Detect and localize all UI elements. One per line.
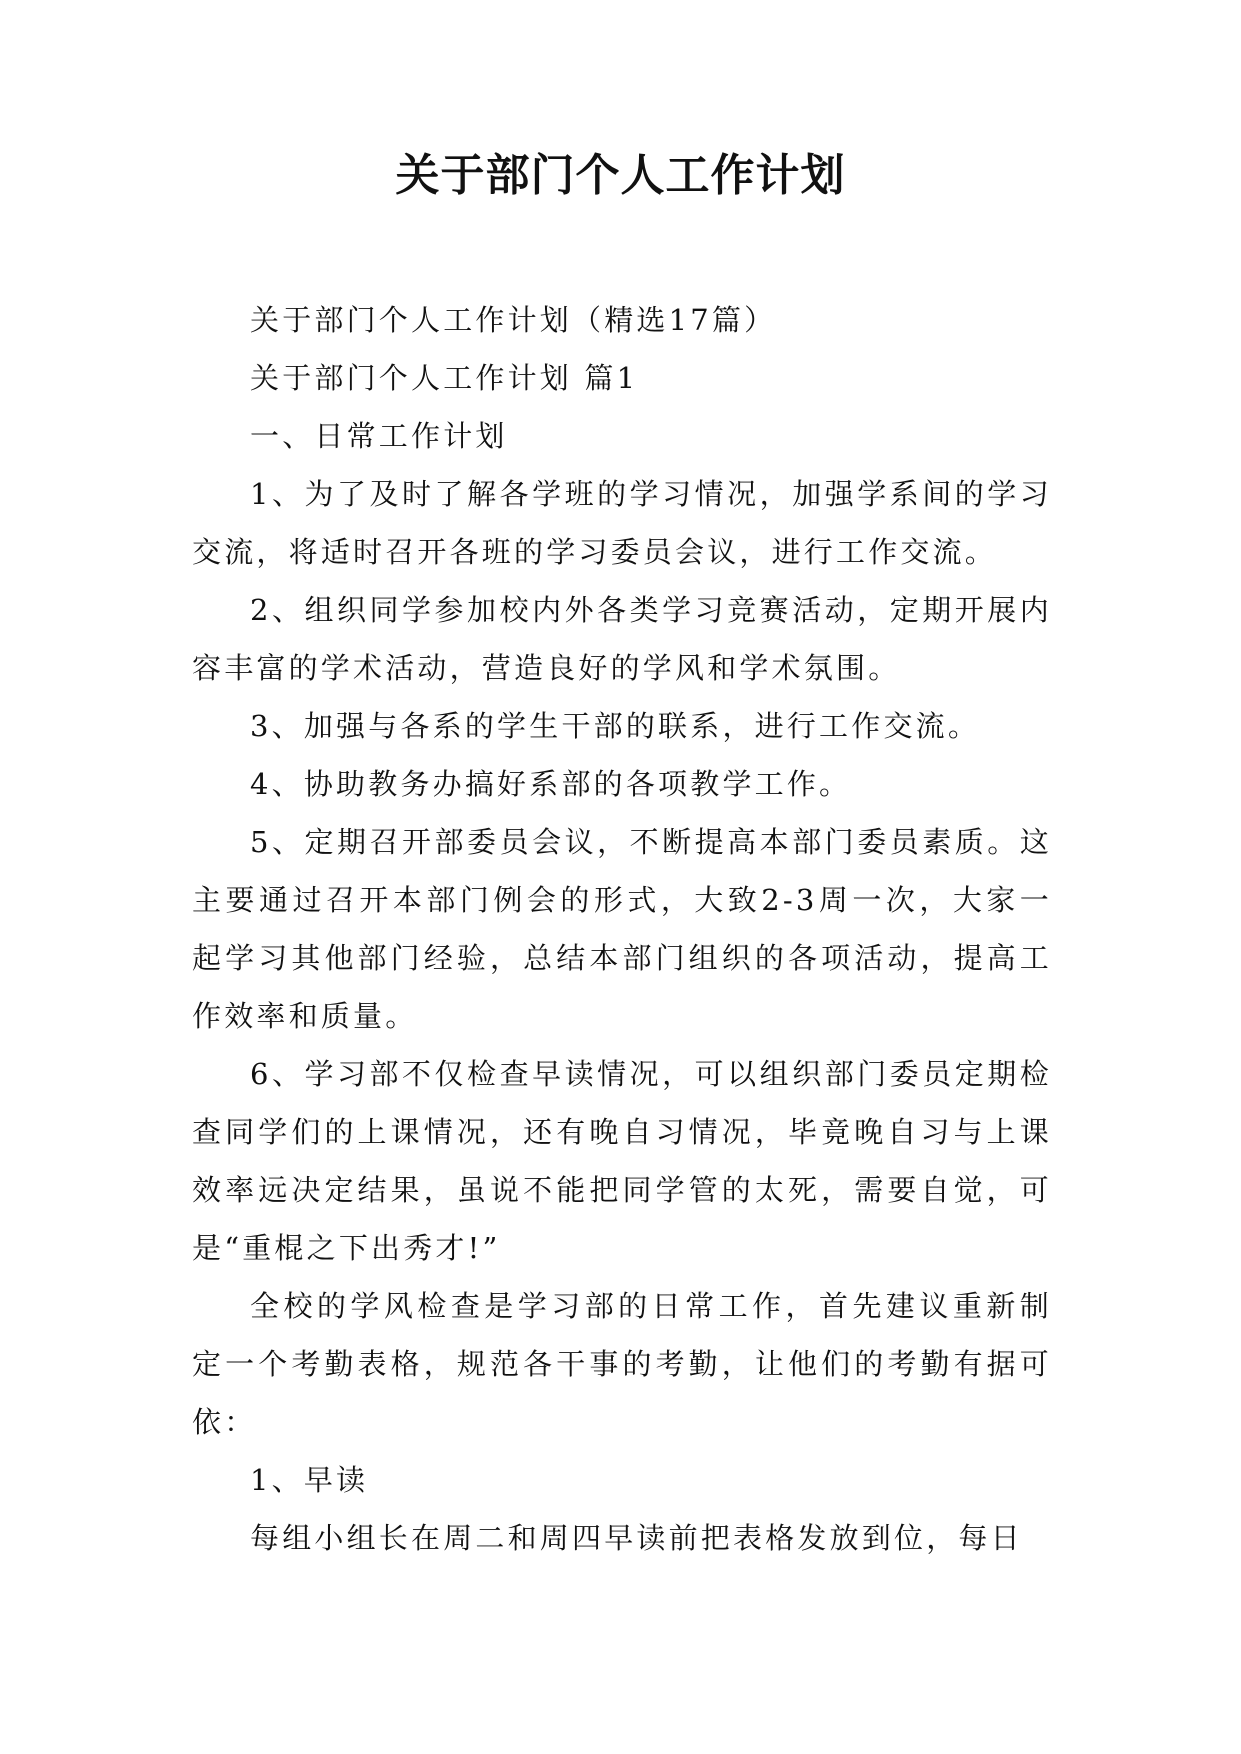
paragraph-subtitle: 关于部门个人工作计划（精选17篇）	[250, 303, 777, 337]
paragraph-item-5: 5、定期召开部委员会议，不断提高本部门委员素质。这主要通过召开本部门例会的形式，大致2-3周一次，大家一起学习其他部门经验，总结本部门组织的各项活动，提高工作效率和质量。	[192, 825, 1052, 1033]
paragraph-item-2: 2、组织同学参加校内外各类学习竞赛活动，定期开展内容丰富的学术活动，营造良好的学风和学术氛围。	[192, 593, 1052, 685]
paragraph-heading-daily-plan: 一、日常工作计划	[250, 419, 508, 453]
paragraph-section-heading: 关于部门个人工作计划 篇1	[250, 361, 639, 395]
paragraph-morning-reading-heading: 1、早读	[250, 1463, 369, 1497]
paragraph-attendance-intro: 全校的学风检查是学习部的日常工作，首先建议重新制定一个考勤表格，规范各干事的考勤，让他们的考勤有据可依：	[192, 1289, 1052, 1439]
paragraph-item-3: 3、加强与各系的学生干部的联系，进行工作交流。	[250, 709, 981, 743]
paragraph-item-6: 6、学习部不仅检查早读情况，可以组织部门委员定期检查同学们的上课情况，还有晚自习情况，毕竟晚自习与上课效率远决定结果，虽说不能把同学管的太死，需要自觉，可是“重棍之下出秀才!”	[192, 1057, 1052, 1265]
paragraph-item-4: 4、协助教务办搞好系部的各项教学工作。	[250, 767, 852, 801]
paragraph-item-1: 1、为了及时了解各学班的学习情况，加强学系间的学习交流，将适时召开各班的学习委员会议，进行工作交流。	[192, 477, 1052, 569]
document-body	[192, 291, 1052, 1567]
paragraph-morning-reading-text: 每组小组长在周二和周四早读前把表格发放到位，每日	[250, 1521, 1023, 1555]
document-title: 关于部门个人工作计划	[395, 150, 846, 201]
